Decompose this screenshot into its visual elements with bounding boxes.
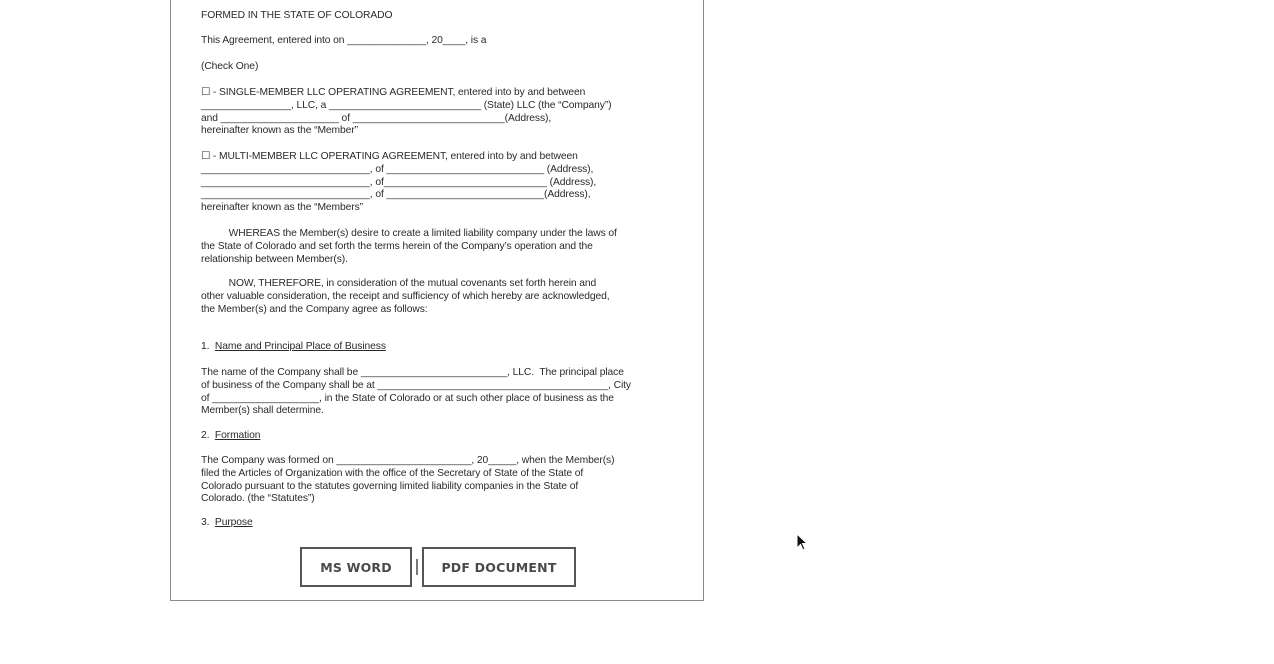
mouse-cursor-icon <box>796 533 808 551</box>
section-1-line: The name of the Company shall be __________________________, LLC. The principal place <box>201 367 624 378</box>
section-1-line: of ___________________, in the State of Colorado or at such other place of business as the <box>201 392 614 404</box>
section-1-line: Member(s) shall determine. <box>201 405 324 417</box>
section-number: 1. <box>201 341 210 352</box>
ms-word-button[interactable]: MS WORD <box>300 547 412 587</box>
pdf-document-button[interactable]: PDF DOCUMENT <box>422 547 576 587</box>
document-title: FORMED IN THE STATE OF COLORADO <box>201 10 393 21</box>
agreement-line: This Agreement, entered into on ______________, 20____, is a <box>201 35 487 46</box>
multi-member-line: ______________________________, of_____________________________ (Address), <box>201 176 597 188</box>
section-1-heading <box>201 341 386 354</box>
multi-member-line: hereinafter known as the “Members” <box>201 202 363 214</box>
now-therefore-line: other valuable consideration, the receipt and sufficiency of which hereby are acknowledged, <box>201 290 610 302</box>
now-therefore-line: the Member(s) and the Company agree as follows: <box>201 303 428 315</box>
section-3-heading <box>201 517 253 530</box>
document-preview <box>170 0 704 601</box>
single-member-line: and _____________________ of ___________________________(Address), <box>201 112 552 124</box>
single-member-clause <box>201 87 612 138</box>
section-number: 3. <box>201 517 210 528</box>
multi-member-line: ☐ - MULTI-MEMBER LLC OPERATING AGREEMENT, entered into by and between <box>201 151 578 162</box>
section-title: Purpose <box>214 517 253 528</box>
single-member-line: hereinafter known as the “Member” <box>201 125 358 137</box>
section-2-heading <box>201 430 260 443</box>
whereas-line: WHEREAS the Member(s) desire to create a limited liability company under the laws of <box>201 228 617 239</box>
section-title: Name and Principal Place of Business <box>214 341 386 352</box>
section-2-line: Colorado pursuant to the statutes governing limited liability companies in the State of <box>201 480 579 492</box>
check-one: (Check One) <box>201 61 259 72</box>
section-title: Formation <box>214 430 261 441</box>
button-separator <box>416 559 418 575</box>
whereas-line: relationship between Member(s). <box>201 253 348 265</box>
now-therefore-line: NOW, THEREFORE, in consideration of the mutual covenants set forth herein and <box>201 278 597 289</box>
section-2-line: filed the Articles of Organization with the office of the Secretary of State of the State of <box>201 467 584 479</box>
section-2-body <box>201 455 614 506</box>
whereas-clause <box>201 228 617 266</box>
section-1-line: of business of the Company shall be at _________________________________________, City <box>201 379 631 391</box>
single-member-line: ☐ - SINGLE-MEMBER LLC OPERATING AGREEMENT, entered into by and between <box>201 87 586 98</box>
now-therefore-clause <box>201 278 610 316</box>
section-2-line: The Company was formed on ________________________, 20_____, when the Member(s) <box>201 455 615 466</box>
whereas-line: the State of Colorado and set forth the terms herein of the Company’s operation and the <box>201 240 593 252</box>
multi-member-clause <box>201 151 596 215</box>
section-number: 2. <box>201 430 210 441</box>
section-2-line: Colorado. (the “Statutes”) <box>201 493 315 505</box>
single-member-line: ________________, LLC, a ___________________________ (State) LLC (the “Company”) <box>201 99 612 111</box>
multi-member-line: ______________________________, of ____________________________(Address), <box>201 189 591 201</box>
download-buttons <box>300 547 576 587</box>
section-1-body <box>201 367 631 418</box>
multi-member-line: ______________________________, of ____________________________ (Address), <box>201 163 594 175</box>
